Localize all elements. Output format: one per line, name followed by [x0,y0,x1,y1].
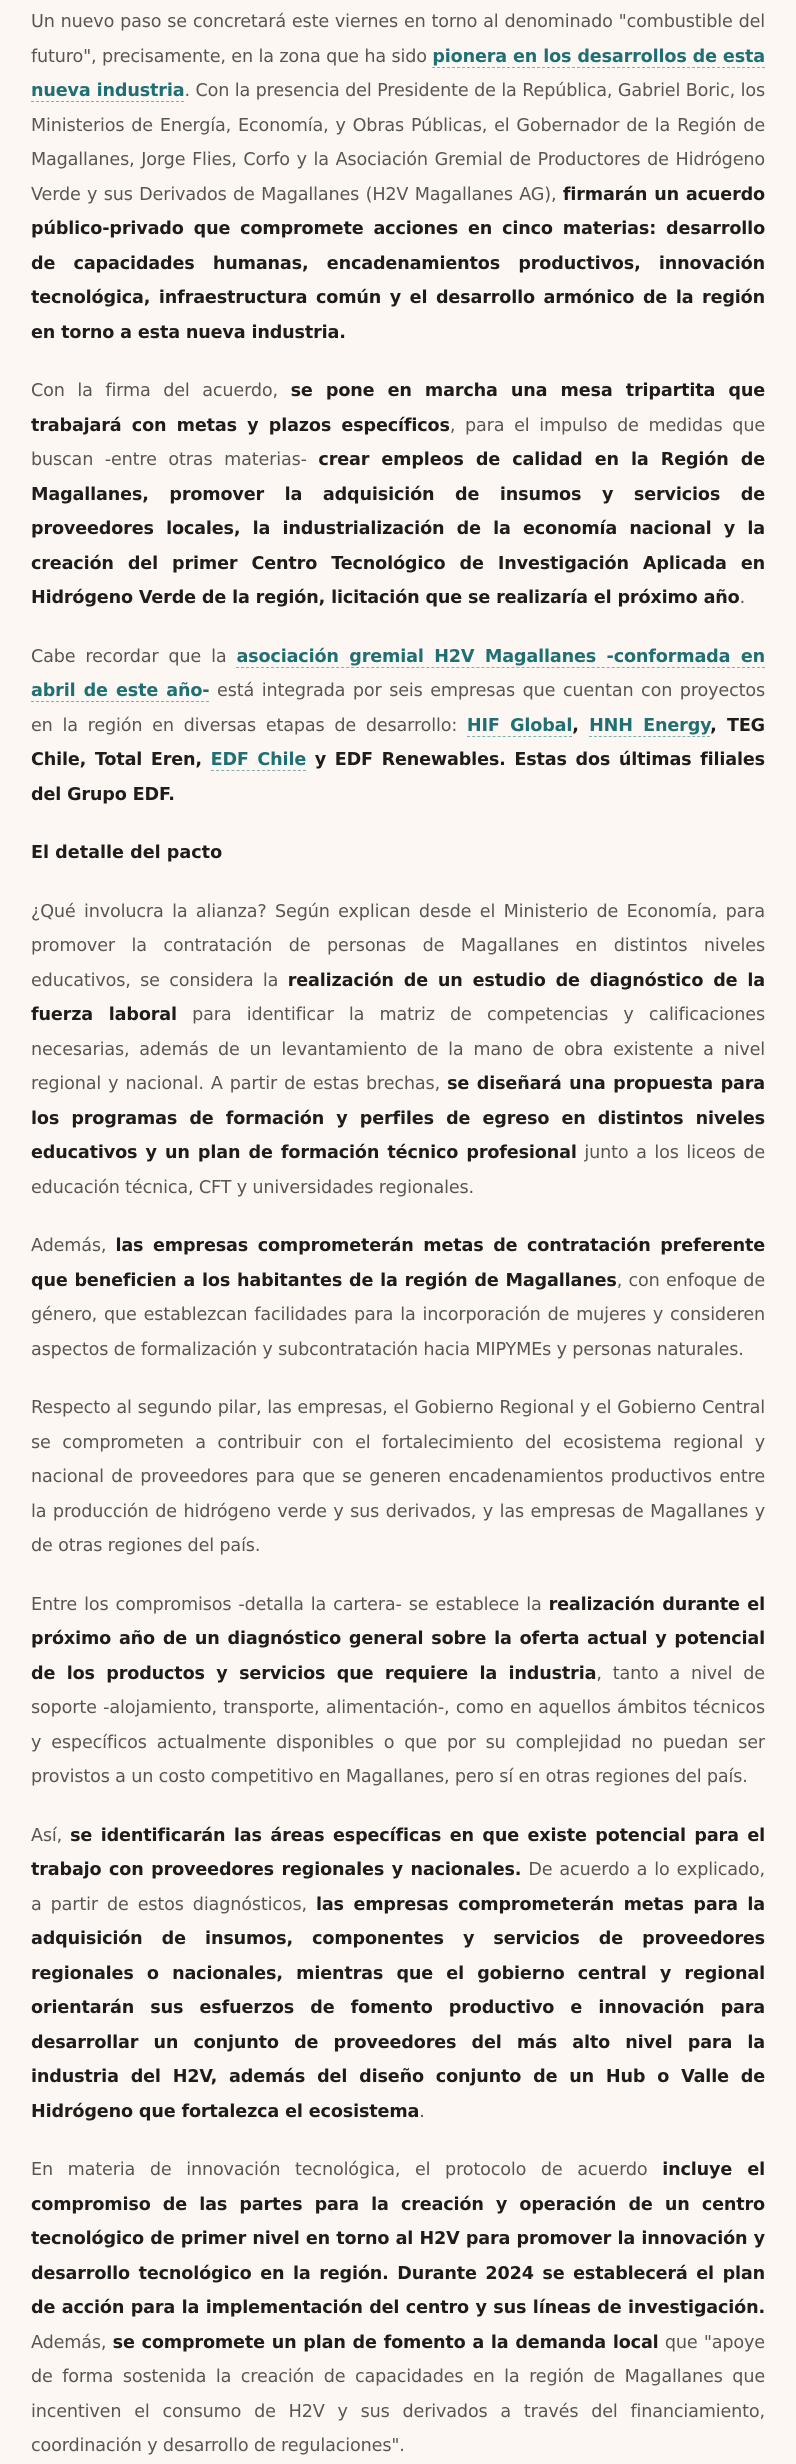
section-heading: El detalle del pacto [31,843,223,863]
paragraph-contratacion [31,1229,765,1367]
bold-text: realización durante el próximo año de un diagnóstico general sobre la oferta actual y potencial de los productos y servicios que requiere la industria [31,1594,765,1684]
paragraph-compromisos [31,1588,765,1795]
text: En materia de innovación tecnológica, el protocolo de acuerdo [31,2160,663,2180]
text: . Con la presencia del Presidente de la República, Gabriel Boric, los Ministerios de Energía, Economía, y Obras Públicas, el Gobernador de la Región de Magallanes, Jorge Flies, Corfo y la Asociación Gremial de Productores de Hidrógeno Verde y sus Derivados de Magallanes (H2V Magallanes AG), [31,81,765,205]
bold-text: crear empleos de calidad en la Región de Magallanes, promover la adquisición de insumos y servicios de proveedores locales, la industrialización de la economía nacional y la creación del primer Centro Tecnológico de Investigación Aplicada en Hidrógeno Verde de la región, licitación que se realizaría el próximo año [31,450,765,608]
paragraph-segundo-pilar [31,1391,765,1564]
text: Así, [31,1825,71,1846]
bold-text: , TEG Chile, Total Eren, [31,715,765,770]
paragraph-proveedores [31,1819,765,2130]
text: para identificar la matriz de competencias y calificaciones necesarias, además de un levantamiento de la mano de obra existente a nivel regional y nacional. A partir de estas brechas, [31,1005,765,1094]
bold-text: firmarán un acuerdo público-privado que compromete acciones en cinco materias: desarrollo de capacidades humanas, encadenamientos productivos, innovación tecnológica, infraestructura común y el desarrollo armónico de la región en torno a esta nueva industria. [31,184,765,343]
bold-text: las empresas comprometerán metas de contratación preferente que beneficien a los habitantes de la región de Magallanes [31,1236,765,1291]
text: Además, [31,1236,116,1256]
bold-text: se diseñará una propuesta para los programas de formación y perfiles de egreso en distintos niveles educativos y un plan de formación técnico profesional [31,1074,765,1163]
text: que "apoye de forma sostenida la creación de capacidades en la región de Magallanes que incentiven el consumo de H2V y sus derivados a través del financiamiento, coordinación y desarrollo de regulaciones". [31,2332,765,2456]
text: Cabe recordar que la [31,646,237,667]
paragraph-intro [31,5,765,350]
text: Respecto al segundo pilar, las empresas, el Gobierno Regional y el Gobierno Central se comprometen a contribuir con el fortalecimiento del ecosistema regional y nacional de proveedores para que se generen encadenamientos productivos entre la producción de hidrógeno verde y sus derivados, y las empresas de Magallanes y de otras regiones del país. [31,1398,765,1556]
bold-text: , [572,715,590,736]
text: De acuerdo a lo explicado, a partir de estos diagnósticos, [31,1860,765,1915]
text: Además, [31,2332,113,2353]
link-asociacion-gremial[interactable]: asociación gremial H2V Magallanes -conformada en abril de este año- [31,646,765,701]
bold-text: las empresas comprometerán metas para la adquisición de insumos, componentes y servicios de proveedores regionales o nacionales, mientras que el gobierno central y regional orientarán sus esfuerzos de fomento productivo e innovación para desarrollar un conjunto de proveedores del más alto nivel para la industria del H2V, además del diseño conjunto de un Hub o Valle de Hidrógeno que fortalezca el ecosistema [31,1894,765,2122]
link-hnh-energy[interactable]: HNH Energy [589,715,711,736]
text: , con enfoque de género, que establezcan facilidades para la incorporación de mujeres y consideren aspectos de formalización y subcontratación hacia MIPYMEs y personas naturales. [31,1270,765,1360]
text: . [739,588,746,608]
text: Con la firma del acuerdo, [31,381,291,401]
bold-text: y EDF Renewables. Estas dos últimas filiales del Grupo EDF. [31,750,765,805]
bold-text: se identificarán las áreas específicas en que existe potencial para el trabajo con proveedores regionales y nacionales. [31,1825,765,1880]
text: Un nuevo paso se concretará este viernes en torno al denominado "combustible del futuro", precisamente, en la zona que ha sido [31,12,765,67]
link-hif-global[interactable]: HIF Global [466,715,573,736]
text: , tanto a nivel de soporte -alojamiento, transporte, alimentación-, como en aquellos ámbitos técnicos y específicos actualmente disponibles o que por su complejidad no puedan ser provistos a un costo competitivo en Magallanes, pero sí en otras regiones del país. [31,1663,765,1787]
text: Entre los compromisos -detalla la cartera- se establece la [31,1594,549,1615]
paragraph-alianza [31,895,765,1206]
text: ¿Qué involucra la alianza? Según explican desde el Ministerio de Economía, para promover la contratación de personas de Magallanes en distintos niveles educativos, se considera la [31,901,765,991]
text: , para el impulso de medidas que buscan -entre otras materias- [31,415,765,470]
bold-text: se compromete un plan de fomento a la demanda local [112,2332,659,2353]
paragraph-innovacion [31,2153,765,2464]
paragraph-mesa-tripartita [31,374,765,616]
bold-text: incluye el compromiso de las partes para la creación y operación de un centro tecnológico de primer nivel en torno al H2V para promover la innovación y desarrollo tecnológico en la región. Durante 2024 se establecerá el plan de acción para la implementación del centro y sus líneas de investigación. [31,2160,765,2318]
bold-text: realización de un estudio de diagnóstico de la fuerza laboral [31,970,765,1025]
text: junto a los liceos de educación técnica, CFT y universidades regionales. [31,1143,765,1198]
paragraph-asociacion [31,640,765,813]
bold-text: se pone en marcha una mesa tripartita que trabajará con metas y plazos específicos [31,381,765,436]
link-pionera[interactable]: pionera en los desarrollos de esta nueva industria [31,46,765,101]
text: está integrada por seis empresas que cuentan con proyectos en la región en diversas etapas de desarrollo: [31,681,765,736]
text: . [419,2101,425,2122]
link-edf-chile[interactable]: EDF Chile [210,750,307,770]
